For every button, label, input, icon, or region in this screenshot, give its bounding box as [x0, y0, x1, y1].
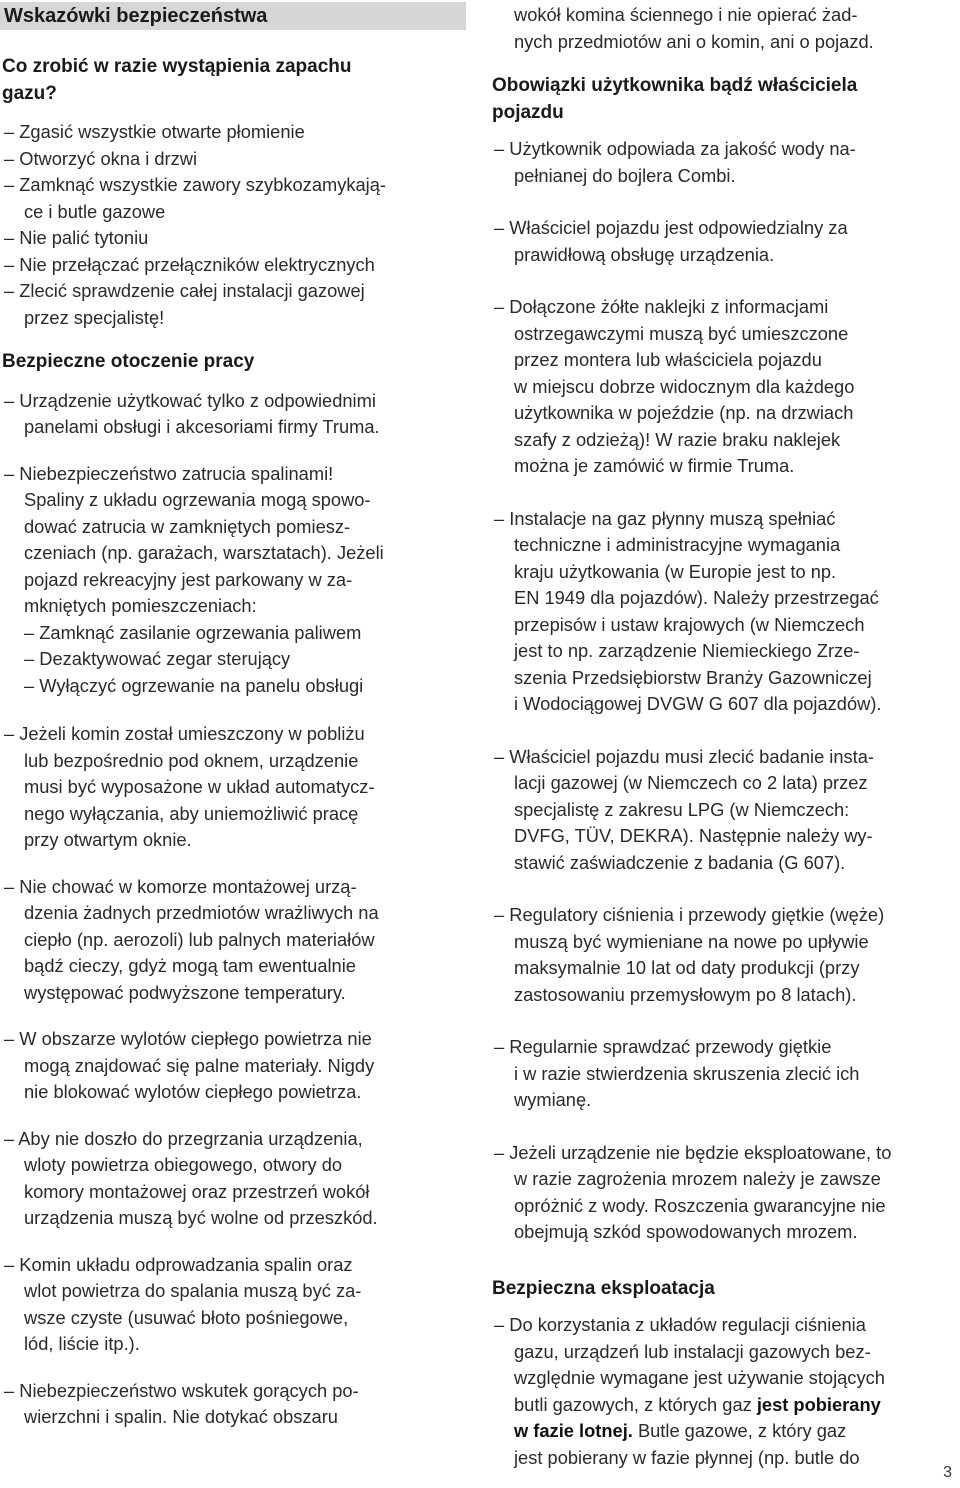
sub-list-item: – Wyłączyć ogrzewanie na panelu obsługi — [24, 674, 364, 696]
list-item: – Zlecić sprawdzenie całej instalacji gazowej — [4, 280, 365, 301]
list-item: – Niebezpieczeństwo wskutek gorących po- wierzchni i spalin. Nie dotykać obszaru — [4, 1379, 359, 1427]
page-number: 3 — [943, 1464, 952, 1481]
bold-phrase: w fazie lotnej. — [514, 1420, 633, 1441]
list-item: – Urządzenie użytkować tylko z odpowiednimi panelami obsługi i akcesoriami firmy Truma. — [4, 389, 380, 437]
list-item: – Właściciel pojazdu jest odpowiedzialny za prawidłową obsługę urządzenia. — [494, 217, 848, 265]
list-item: – Instalacje na gaz płynny muszą spełniać techniczne i administracyjne wymagania kraju użytkowania (w Europie jest to np. EN 1949 dla pojazdów). Należy przestrzegać przepisów i ustaw krajowych (w Niemczech jest to np. zarządzenie Niemieckiego Zrze- szenia Przedsiębiorstw Branży Gazowniczej i Wodociągowej DVGW G 607 dla pojazdów). — [494, 507, 882, 714]
list-item: – Nie chować w komorze montażowej urzą- dzenia żadnych przedmiotów wrażliwych na ciepło (np. aerozoli) lub palnych materiałów bądź cieczy, gdyż mogą tam ewentualnie występować podwyższone temperatury. — [4, 875, 379, 1003]
list-item-cont: przez specjalistę! — [24, 306, 165, 328]
list-item: – W obszarze wylotów ciepłego powietrza nie mogą znajdować się palne materiały. Nigdy nie blokować wylotów ciepłego powietrza. — [4, 1028, 375, 1102]
left-column — [0, 0, 470, 1431]
list-item-cont: ce i butle gazowe — [24, 200, 166, 222]
sub-list-item: – Zamknąć zasilanie ogrzewania paliwem — [24, 621, 362, 643]
list-item: – Jeżeli komin został umieszczony w pobliżu lub bezpośrednio pod oknem, urządzenie musi być wyposażone w układ automatycz- nego wyłączania, aby uniemożliwić pracę przy otwartym oknie. — [4, 723, 375, 850]
list-item: – Aby nie doszło do przegrzania urządzenia, wloty powietrza obiegowego, otwory do komory montażowej oraz przestrzeń wokół urządzenia muszą być wolne od przeszkód. — [4, 1127, 378, 1228]
list-item: – Zamknąć wszystkie zawory szybkozamykają- — [4, 174, 386, 195]
list-item: – Otworzyć okna i drzwi — [4, 147, 198, 169]
list-item: – Niebezpieczeństwo zatrucia spalinami! Spaliny z układu ogrzewania mogą spowo- dować zatrucia w zamkniętych pomiesz- czeniach (np. garażach, warsztatach). Jeżeli pojazd rekreacyjny jest parkowany w za- mkniętych pomieszczeniach: – Zamknąć zasilanie ogrzewania paliwem – Dezaktywować zegar sterujący – Wyłączyć ogrzewanie na panelu obsługi — [0, 461, 470, 700]
gas-smell-heading: Co zrobić w razie wystąpienia zapachu gazu? — [2, 56, 352, 104]
list-item: – Do korzystania z układów regulacji ciśnienia gazu, urządzeń lub instalacji gazowych bez- względnie wymagane jest używanie stojących butli gazowych, z których gaz jest pobierany w fazie lotnej. Butle gazowe, z który gaz jest pobierany w fazie płynnej (np. butle do — [494, 1314, 885, 1468]
list-item: – Właściciel pojazdu musi zlecić badanie insta- lacji gazowej (w Niemczech co 2 lata) przez specjalistę z zakresu LPG (w Niemczech: DVFG, TÜV, DEKRA). Następnie należy wy- stawić zaświadczenie z badania (G 607). — [494, 745, 875, 873]
continued-text: wokół komina ściennego i nie opierać żad- nych przedmiotów ani o komin, ani o pojazd. — [514, 4, 874, 52]
list-item: – Regularnie sprawdzać przewody giętkie i w razie stwierdzenia skruszenia zlecić ich wymianę. — [494, 1036, 860, 1110]
list-item: – Użytkownik odpowiada za jakość wody na- pełnianej do bojlera Combi. — [494, 138, 856, 186]
list-item: – Komin układu odprowadzania spalin oraz wlot powietrza do spalania muszą być za- wsze czyste (usuwać błoto pośniegowe, lód, liście itp.). — [4, 1253, 362, 1354]
section-title: Wskazówki bezpieczeństwa — [0, 2, 466, 30]
list-item: – Dołączone żółte naklejki z informacjami ostrzegawczymi muszą być umieszczone przez montera lub właściciela pojazdu w miejscu dobrze widocznym dla każdego użytkownika w pojeździe (np. na drzwiach szafy z odzieżą)! W razie braku naklejek można je zamówić w firmie Truma. — [494, 296, 855, 476]
gas-smell-list — [0, 119, 470, 331]
safe-operation-heading: Bezpieczna eksploatacja — [492, 1277, 715, 1299]
bold-phrase: jest pobierany — [756, 1393, 881, 1415]
safe-environment-heading: Bezpieczne otoczenie pracy — [2, 351, 255, 372]
list-item: – Regulatory ciśnienia i przewody giętkie (węże) muszą być wymieniane na nowe po upływie maksymalnie 10 lat od daty produkcji (przy zastosowaniu przemysłowym po 8 latach). — [494, 904, 885, 1005]
right-column — [490, 0, 958, 1471]
list-item: – Nie palić tytoniu — [4, 227, 149, 248]
owner-duties-heading: Obowiązki użytkownika bądź właściciela pojazdu — [492, 75, 858, 123]
list-item: – Zgasić wszystkie otwarte płomienie — [4, 121, 305, 142]
sub-list-item: – Dezaktywować zegar sterujący — [24, 648, 291, 669]
list-item: – Nie przełączać przełączników elektrycznych — [4, 253, 375, 275]
list-item: – Jeżeli urządzenie nie będzie eksploatowane, to w razie zagrożenia mrozem należy je zawsze opróżnić z wody. Roszczenia gwarancyjne nie obejmują szkód spowodowanych mrozem. — [494, 1141, 892, 1242]
